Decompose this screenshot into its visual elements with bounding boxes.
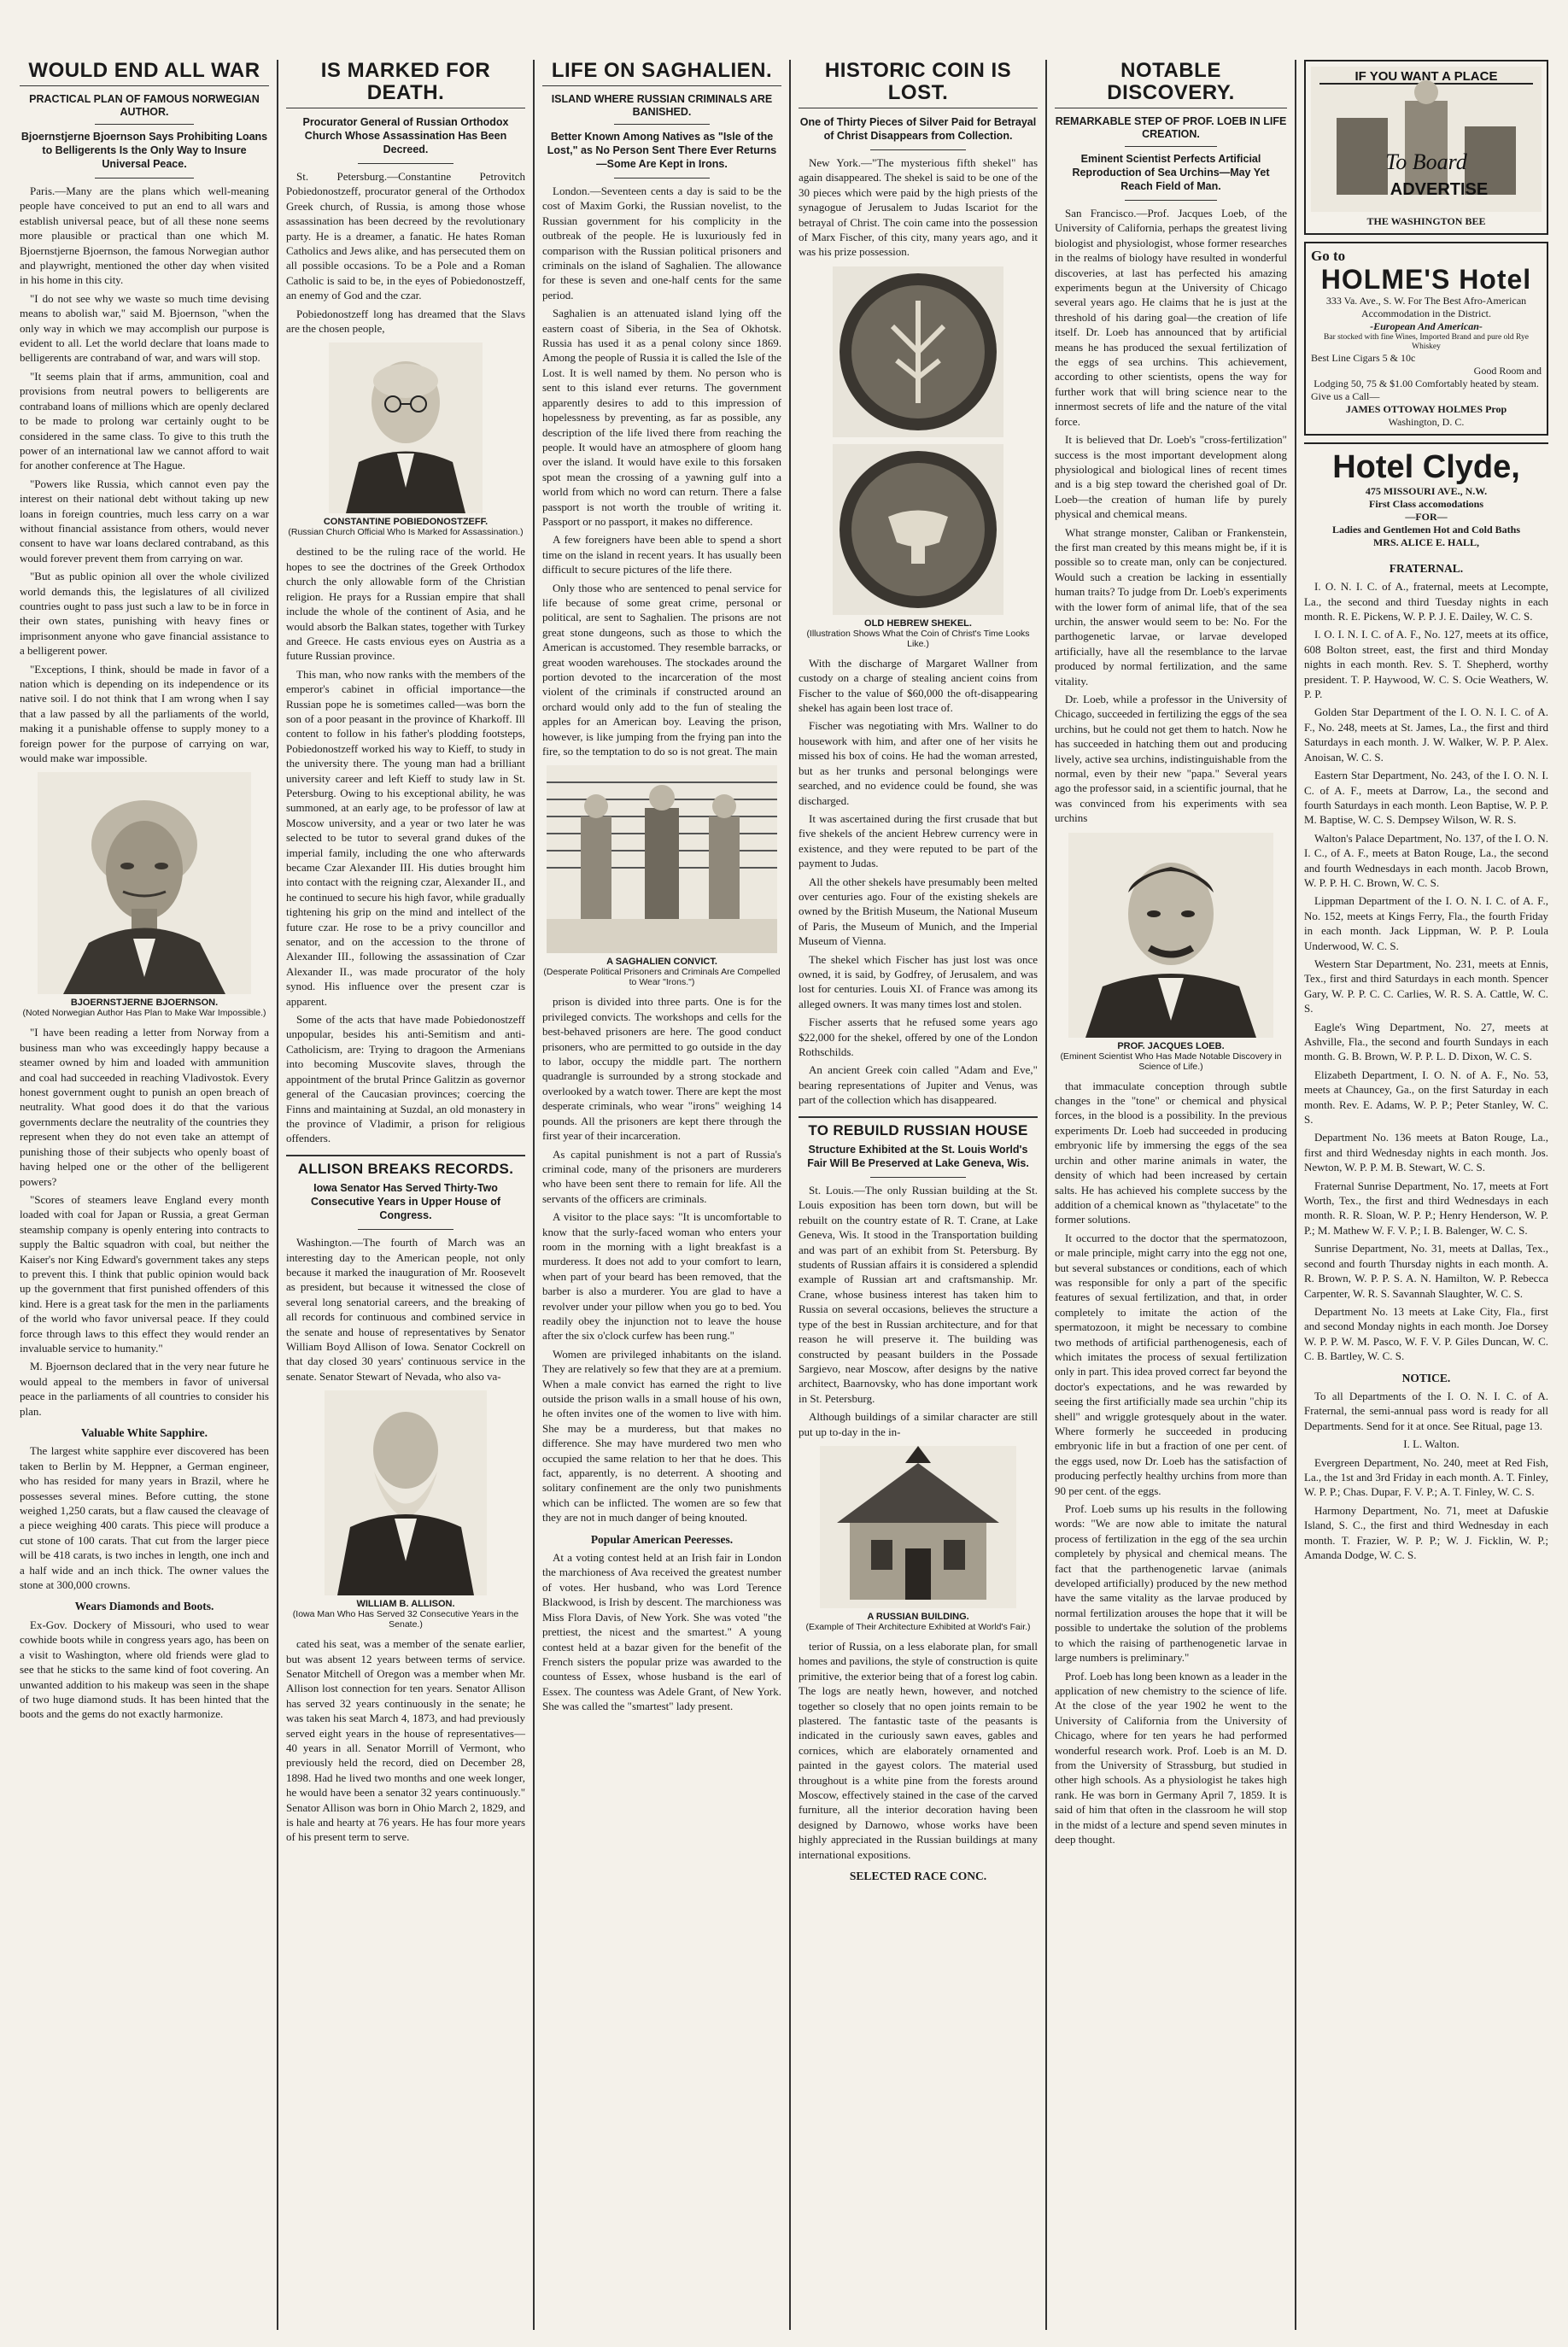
paragraph: Elizabeth Department, I. O. N. of A. F., No. 53, meets at Chauncey, Ga., on the first Saturday in each month. Rev. E. Adams, W. P. P.; Peter Stanley, W. C. S. [1304,1068,1548,1127]
shekel-coin-obverse [833,266,1003,437]
notice-head: NOTICE. [1401,1371,1451,1384]
clyde-address: 475 MISSOURI AVE., N.W. [1365,484,1488,497]
divider [95,178,195,179]
holmes-address: 333 Va. Ave., S. W. For The Best Afro-American Accommodation in the District. [1325,294,1527,319]
paragraph: It was ascertained during the first crusade that but five shekels of the ancient Hebrew currency were in existence, and they were reputed to be part of the payment to Judas. [799,811,1038,870]
divider [1125,200,1218,201]
paragraph: Some of the acts that have made Pobiedonostzeff unpopular, besides his anti-Semitism and anti-Catholicism, are: Trying to dragoon the Armenians into becoming Muscovite slaves, through the appointment of the brutal Prince Galitzin as governor general of the Caucasian provinces; coercing the Finns and maintaining at Suzdal, an old monastery in the province of Vladimir, a prison for religious offenders. [286,1013,525,1145]
fraternal-notices [1304,579,1548,1363]
caption-name: CONSTANTINE POBIEDONOSTZEFF. [323,517,489,528]
holmes-call: Give us a Call— [1311,389,1380,402]
holmes-cigars: Best Line Cigars 5 & 10c [1311,351,1416,364]
fraternal-head: FRATERNAL. [1389,561,1464,575]
diamonds-head: Wears Diamonds and Boots. [74,1600,214,1613]
divider [358,1229,453,1230]
subhead: Better Known Among Natives as "Isle of the Lost," as No Person Sent There Ever Returns—Some Are Kept in Irons. [547,131,777,170]
paragraph: "I do not see why we waste so much time devising means to abolish war," said M. Bjoernson, "when the only way in which we may accomplish our purpose is evident to all. Let the world declare that loans made to belligerents are contraband of war, and wars will stop. [20,291,269,365]
paragraph: Only those who are sentenced to penal service for life because of some great crime, personal or political, are sent to Saghalien. The prisons are not great stone dungeons, such as those to which the American is accustomed. They resemble barracks, or great wooden warehouses. The stockades around the portion devoted to the incarceration of the most violent of the criminals if constructed around an orchard would only add to the fun of stealing the apples for an American boy. Leaving the prison, however, is like jumping from the frying pan into the fire, so the temptation to do so is not great. The main [542,581,781,758]
peeresses-head: Popular American Peeresses. [590,1532,734,1546]
column-war-article [12,60,278,2330]
caption-name: A RUSSIAN BUILDING. [867,1611,969,1622]
bjoernson-portrait [38,772,251,994]
holmes-bar: Bar stocked with fine Wines, Imported Brand and pure old Rye Whiskey [1324,332,1529,351]
building-caption [799,1612,1038,1632]
caption-text: (Example of Their Architecture Exhibited at World's Fair.) [805,1621,1031,1632]
article-body-continued [799,656,1038,1108]
article-body [542,184,781,758]
holmes-plan: -European And American- [1370,319,1483,332]
article-body [286,169,525,336]
article-body-continued [1055,1079,1287,1847]
deck: PRACTICAL PLAN OF FAMOUS NORWEGIAN AUTHOR. [29,93,260,118]
column-notable-discovery [1047,60,1296,2330]
russian-house-subhead: Structure Exhibited at the St. Louis World's Fair Will Be Preserved at Lake Geneva, Wis. [807,1144,1029,1170]
notice-text: To all Departments of the I. O. N. I. C. of A. Fraternal, the semi-annual pass word is ready for all Departments. Send for it at once. See Ritual, page 13. [1304,1389,1548,1432]
paragraph: "Exceptions, I think, should be made in favor of a nation which is depending on its independence or its native soil. I do not think that I am wrong when I say that a law passed by all the parliaments of the world, making it a punishable offense to supply money to a foreign power for the purpose of carrying on war, would make war impossible. [20,662,269,765]
clyde-guests: Ladies and Gentlemen Hot and Cold Baths [1331,523,1521,536]
divider [358,163,453,164]
caption-text: (Eminent Scientist Who Has Made Notable Discovery in Science of Life.) [1060,1051,1282,1072]
deck: REMARKABLE STEP OF PROF. LOEB IN LIFE CREATION. [1055,115,1287,140]
headline-life-on-saghalien: LIFE ON SAGHALIEN. [542,60,781,86]
clyde-for: —FOR— [1405,510,1448,523]
divider [614,124,710,125]
paragraph: A few foreigners have been able to spend a short time on the island in recent years. It has usually been difficult to secure pictures of the life there. [542,533,781,577]
column-historic-coin [791,60,1047,2330]
peeresses-text: At a voting contest held at an Irish fair in London the marchioness of Ava received the greatest number of votes. Her husband, who was Lord Terence Blackwood, is Irish by descent. The marchioness was Miss Flora Davis, of New York. She was voted "the prettiest, the nicest and the smartest." A young contest held at a bazar given for the benefit of the French sisters the popular prize was awarded to the countess of Essex, whose husband is the earl of Essex. The countess was Adele Grant, of New York. She was called the "smartest" lady present. [542,1551,781,1713]
board-ad-illustration [1311,67,1542,212]
paragraph: I. O. I. N. I. C. of A. F., No. 127, meets at its office, 608 Bolton street, east, the first and third Monday nights in each month. Rev. S. T. Shepherd, worthy president. T. P. Haywood, W. C. S. Ocie Weathers, W. P. P. [1304,628,1548,701]
paragraph: With the discharge of Margaret Wallner from custody on a charge of stealing ancient coins from Fischer to the value of $60,000 the oft-disappearing shekel has again been lost trace of. [799,656,1038,715]
paragraph: St. Louis.—The only Russian building at the St. Louis exposition has been torn down, but will be rebuilt on the country estate of R. T. Crane, at Lake Geneva, Wis. It stood in the Transportation building and was part of an exhibit from St. Petersburg. By students of Russian affairs it is considered a splendid example of Russian art and craftsmanship. Mr. Crane, whose business interest has taken him to Russia on several occasions, believes the structure a type of the best in Russian architecture, and for that reason he will preserve it. The building was constructed by peasant builders in the Possade Sargievo, near Moscow, after designs by the native architect, Baarnovsky, who has done important work in St. Petersburg. [799,1184,1038,1405]
pobiedonostzeff-caption [286,517,525,537]
article-body-continued [20,1025,269,1419]
russian-house-body [799,1183,1038,1439]
divider [870,149,966,150]
paragraph: Eagle's Wing Department, No. 27, meets at Ashville, Fla., the second and fourth Sundays in each month. G. B. Brown, W. P. P. L. D. Dixon, W. C. S. [1304,1020,1548,1063]
paragraph: Golden Star Department of the I. O. N. I. C. of A. F., No. 248, meets at St. James, La., the first and third Saturdays in each month. J. W. Walker, W. P. P. Alex. Anoisan, W. C. S. [1304,705,1548,764]
sapphire-text: The largest white sapphire ever discovered has been taken to Berlin by M. Heppner, a German engineer, who has resided for many years in Brazil, where he possesses several mines. Before cutting, the stone weighed 1,250 carats, but a flaw caused the cleavage of a piece weighing 400 carats. This piece will produce a cut stone of 100 carats. That cut from the larger piece will be 418 carats, is two inches in length, one inch and a half wide and an inch thick. The owner values the stone at 300,000 crowns. [20,1444,269,1592]
paragraph: Washington.—The fourth of March was an interesting day to the American people, not only because it marked the inauguration of Mr. Roosevelt as president, but because it witnessed the close of several long senatorial careers, and the breaking of all records for continuous and combined service in the senate and house of representatives by Senator William Boyd Allison of Iowa. Senator Cockrell on that day closed 30 years' continuous service in the senate. Senator Stewart of Nevada, who also va- [286,1236,525,1383]
paragraph: Western Star Department, No. 231, meets at Ennis, Tex., first and third Saturdays in each month. Spencer Gary, W. P. P. C. C. Carlies, W. R. S. A. Cattle, W. C. S. [1304,957,1548,1015]
allison-body-continued [286,1636,525,1845]
shekel-coin-reverse [833,444,1003,615]
allison-body [286,1235,525,1384]
caption-name: WILLIAM B. ALLISON. [356,1599,455,1610]
allison-portrait [325,1390,487,1595]
column-advertisements [1296,60,1556,2330]
subhead: Eminent Scientist Perfects Artificial Reproduction of Sea Urchins—May Yet Reach Field of Man. [1072,153,1270,192]
paragraph: It occurred to the doctor that the spermatozoon, or male principle, might carry into the egg not one, but several substances or conditions, each of which was responsible for only a part of the specific features of sexual fertilization, and that, in order completely to imitate the action of the spermatozoon, it might be necessary to combine two methods of artificial parthenogenesis, each of which imitates the process of sexual fertilization only in part. This idea proved correct far beyond the doctor's expectations, and he was rewarded by seeing the first artificially made sea urchin "chip its shell" and wriggle grotesquely about in the water. Where formerly he succeeded in producing embryonic life in but a fraction of one per cent. of the eggs used, now Dr. Loeb has the satisfaction of producing perfectly healthy urchins from more than 90 per cent. of the eggs. [1055,1231,1287,1497]
russian-house-body-continued [799,1639,1038,1862]
caption-name: A SAGHALIEN CONVICT. [606,957,717,968]
clyde-accommodations: First Class accomodations [1369,497,1483,510]
paragraph: As capital punishment is not a part of Russia's criminal code, many of the prisoners are murderers who have been sent there to remain for life. All the servants of the officers are criminals. [542,1147,781,1205]
caption-text: (Desperate Political Prisoners and Criminals Are Compelled to Wear "Irons.") [543,967,781,988]
column-saghalien [535,60,791,2330]
paragraph: Department No. 136 meets at Baton Rouge, La., first and third Wednesday nights in each month. Jos. Newton, W. P. P. M. B. Stewart, W. C. S. [1304,1131,1548,1174]
paragraph: It is believed that Dr. Loeb's "cross-fertilization" success is the most important development along physiological and biological lines of recent times and is a big step toward the cherished goal of Dr. Loeb—the creation of human life by purely physical and chemical means. [1055,433,1287,521]
caption-name: OLD HEBREW SHEKEL. [864,617,972,629]
caption-text: (Illustration Shows What the Coin of Christ's Time Looks Like.) [806,628,1030,649]
allison-subhead: Iowa Senator Has Served Thirty-Two Consecutive Years in Upper House of Congress. [310,1182,501,1222]
headline-historic-coin: HISTORIC COIN IS LOST. [799,60,1038,108]
paragraph: Sunrise Department, No. 31, meets at Dallas, Tex., second and fourth Thursday nights in each month. A. R. Brown, W. P. P. S. A. N. Hamilton, W. P. Rebecca Carpenter, W. R. S. Savannah Slaughter, W. C. S. [1304,1242,1548,1300]
sapphire-head: Valuable White Sapphire. [81,1426,208,1439]
paragraph: Although buildings of a similar character are still put up to-day in the in- [799,1410,1038,1438]
holmes-hotel-name: HOLME'S Hotel [1320,263,1532,295]
paragraph: I. O. N. I. C. of A., fraternal, meets at Lecompte, La., the second and third Tuesday nights in each month. R. E. Pickens, W. P. P. J. E. Dailey, W. C. S. [1304,580,1548,623]
cut-off-headline: SELECTED RACE CONC. [849,1870,987,1883]
paragraph: "I have been reading a letter from Norway from a business man who was exceedingly happy because a steamer owned by him and loaded with ammunition and coal had succeeded in reaching Vladivostok. Every honest government ought to punish an open breach of neutrality. What good does it do that the various governments declare the neutrality of the countries they represent when they do not even take an attempt of punishing those of their subjects who openly boast of having helped one or the other of the belligerent powers? [20,1026,269,1188]
paragraph: Eastern Star Department, No. 243, of the I. O. N. I. C. of A. F., meets at Darrow, La., the second and fourth Saturdays in each month. Leon Baptise, W. P. P. M. Baptise, W. C. S. Dempsey Wilson, W. R. S. [1304,769,1548,827]
headline-would-end-all-war: WOULD END ALL WAR [20,60,269,86]
paragraph: "But as public opinion all over the whole civilized world demands this, the legislatures of all civilized countries ought to pass just such a law to be in force in their own states, punishing with heavy fines or imprisonment anyone who gave financial assistance to a belligerent power. [20,570,269,658]
caption-name: PROF. JACQUES LOEB. [1117,1040,1225,1051]
fraternal-notices-2 [1304,1455,1548,1563]
paragraph: destined to be the ruling race of the world. He hopes to see the doctrines of the Greek Orthodox church the only allowable form of the Christian religion. He prays for a Russian empire that shall include the whole of the continent of Asia, and he would absorb the Balkan states, together with Turkey and Greece. He casts envious eyes on Austria as a future Russian province. [286,545,525,663]
pobiedonostzeff-portrait [329,342,483,513]
holmes-hotel-ad [1304,242,1548,435]
subhead: Bjoernstjerne Bjoernson Says Prohibiting Loans to Belligerents Is the Only Way to Insure Universal Peace. [20,131,268,170]
allison-caption [286,1599,525,1630]
subhead: Procurator General of Russian Orthodox Church Whose Assassination Has Been Decreed. [302,116,509,155]
paragraph: Department No. 13 meets at Lake City, Fla., first and second Monday nights in each month. Joe Dorsey W. P. P. W. M. Pasco, W. F. V. P. Giles Duncan, W. C. C. B. Bartley, W. C. S. [1304,1304,1548,1363]
ad-advertise: ADVERTISE [1390,180,1489,199]
paragraph: Prof. Loeb sums up his results in the following words: "We are now able to imitate the natural process of fertilization in the egg of the sea urchin completely by physical and chemical means. The fact that the parthenogenetic larvae (animals developed artificially) produced by the new method have the same vitality as the larvae produced by normal fertilization arouses the hope that it will be possible to undertake the solution of the problems to which the raising of parthenogenetic larvae in large numbers is preliminary." [1055,1502,1287,1665]
bjoernson-caption [20,998,269,1018]
convict-caption [542,957,781,987]
hotel-clyde-name: Hotel Clyde, [1332,448,1520,485]
paragraph: New York.—"The mysterious fifth shekel" has again disappeared. The shekel is said to be one of the 30 pieces which were paid by the high priests of the synagogue of Jerusalem to Judas Iscariot for the betrayal of Christ. The coin came into the possession of Marx Fischer, of this city, many years ago, and it was his prize possession. [799,156,1038,259]
diamonds-text: Ex-Gov. Dockery of Missouri, who used to wear cowhide boots while in congress years ago, has been on a visit to Washington, where old friends were glad to see that he sticks to the same kind of foot covering. An unwanted addition to his makeup was seen in the shape of two huge diamond studs. It has been hinted that the boots and the gems do not exactly harmonize. [20,1618,269,1721]
holmes-proprietor: JAMES OTTOWAY HOLMES Prop [1345,402,1507,415]
clyde-owner: MRS. ALICE E. HALL, [1372,536,1480,548]
washington-bee-ad [1304,60,1548,235]
loeb-caption [1055,1041,1287,1072]
saghalien-convict-illustration [547,765,777,953]
paragraph: Women are privileged inhabitants on the island. They are relatively so few that they are at a premium. When a male convict has earned the right to live outside the prison walls in a small house of his own, he often invites one of the women to live with him. She may be a murderess, but that makes no difference. She may have murdered two men who occupied the same relation to her that he does. This fact, apparently, is no deterrent. A shooting and solitary confinement are the only two punishments which can be inflicted. The women are so few that they are not in much danger of being knouted. [542,1347,781,1525]
paragraph: M. Bjoernson declared that in the very near future he would appeal to the members in favor of universal peace in the parliaments of all countries to consider his plan. [20,1360,269,1418]
headline-notable-discovery: NOTABLE DISCOVERY. [1055,60,1287,108]
caption-text: (Noted Norwegian Author Has Plan to Make War Impossible.) [22,1008,266,1019]
loeb-portrait [1068,833,1273,1038]
paragraph: St. Petersburg.—Constantine Petrovitch Pobiedonostzeff, procurator general of the Orthodox Greek church, of Russia, is among those whose assassination has been decreed by the revolutionary party. He is a dreamer, a fanatic. He hates Roman Catholics and Jews alike, and has persecuted them on all possible occasions. To be a Pole and a Roman Catholic is said to be, in the eyes of Pobiedonostzeff, an enemy of God and the czar. [286,170,525,302]
paragraph: Prof. Loeb has long been known as a leader in the application of new chemistry to the science of life. At the close of the year 1902 he went to the University of California from the University of Chicago, where for ten years he had performed wonderful research work. Prof. Loeb is an M. D. from the University of Strassburg, but studied in other high schools. As a physiologist he takes high rank. He was born in Germany April 7, 1859. It is said of him that often in the classroom he will stop in the midst of a lecture and spend seven minutes in deep thought. [1055,1669,1287,1846]
paragraph: Paris.—Many are the plans which well-meaning people have conceived to put an end to all wars and establish universal peace, but of all these none seems more plausible or practical than one which M. Bjoernstjerne Bjoernson, the famous Norwegian author and playwright, mentioned the other day when visited in his home in this city. [20,184,269,287]
ad-top-text: IF YOU WANT A PLACE [1354,69,1498,84]
goto-text: Go to [1311,248,1346,265]
paragraph: cated his seat, was a member of the senate earlier, but was absent 12 years between terms of service. Senator Mitchell of Oregon was a member when Mr. Allison lost connection for ten years. Senator Allison has served 32 years continuously in the senate; he was taken his seat March 4, 1873, and had previously served eight years in the house of representatives—40 years in all. Senator Morrill of Vermont, who previously held the record, died on December 28, 1898. Had he lived two months and one week longer, he would have been a senator 32 years continuously." Senator Allison was born in Ohio March 2, 1829, and is hale and hearty at 76 years. He has four more years of his present term to serve. [286,1637,525,1844]
divider [870,1177,966,1178]
article-body [799,155,1038,260]
paragraph: "It seems plain that if arms, ammunition, coal and provisions from neutral powers to belligerents are contraband loans of millions which are openly declared to be made to prolong war certainly ought to be considered in the same class. To give to this truth the power of an international law we cannot afford to wait for another conference at The Hague. [20,369,269,472]
paragraph: Lippman Department of the I. O. N. I. C. of A. F., No. 152, meets at Kings Ferry, Fla., the fourth Friday in each month. Jack Lippman, W. P. P. Loula Underwood, W. C. S. [1304,894,1548,952]
paragraph: "Powers like Russia, which cannot even pay the interest on their national debt without taking up new loans in foreign countries, much less carry on a war without financial assistance from others, would never consent to have war loans declared contraband, as this would forever prevent them from carrying on war. [20,477,269,565]
paragraph: A visitor to the place says: "It is uncomfortable to know that the surly-faced woman who enters your room in the morning with a light breakfast is a murderess. It does not add to your comfort to learn, when part of your beard has been removed, that the barber is also a murderer. You are glad to have a revolver under your pillow when you go to bed. You readily obey the injunction not to leave the house after the six o'clock curfew has been rung." [542,1210,781,1343]
paragraph: This man, who now ranks with the members of the emperor's cabinet in official importance—the Russian pope he is sometimes called—was born the son of a poor peasant in the province of Kharkoff. Ill content to follow in his father's plodding footsteps, Pobiedonostzeff worked his way to Kieff, to study in the university there. The young man had a brilliant university career and left Kieff to study law in St. Petersburg. Owing to his exceptional ability, he was summoned, at an early age, to be professor of law at Moscow university, and a year or two later he was selected to be tutor to several grand dukes of the imperial family, including the one who afterwards became Czar Alexander III. His duties brought him into contact with the reigning czar, Alexander II., and he continued to secure his high favor, while gradually tightening his grip on the mind and intellect of the future czar. He rose to be a privy councillor and senator, and on the accession to the throne of Alexander III., following the assassination of Czar Alexander II., was made procurator of the holy synod. His influence over the present czar is apparent. [286,667,525,1008]
article-body-continued [286,544,525,1145]
paragraph: "Scores of steamers leave England every month loaded with coal for Japan or Russia, a great German steamship company is openly entering into contracts to supply the Baltic squadron with coal, but neither the Kaiser's nor King Edward's government takes any steps to prevent this. I think that public opinion would back up the government that first punished offenders of this kind. Here is a great task for the men in the parliaments of the world who favor universal peace. If they could force through laws to this effect they would render an invaluable service to humanity." [20,1192,269,1355]
paragraph: All the other shekels have presumably been melted over centuries ago. Four of the existing shekels are owned by the British Museum, the National Museum of Paris, the Museum of Munich, and the Imperial Museum of Vienna. [799,875,1038,948]
allison-headline: ALLISON BREAKS RECORDS. [286,1155,525,1176]
divider [614,178,710,179]
paragraph: terior of Russia, on a less elaborate plan, for small homes and pavilions, the style of construction is quite primitive, the exterior being that of a forest log cabin. The logs are neatly hewn, however, and notched together so closely that no open joints remain to be plastered. The fantastic taste of the peasants is indicated in the curiously sawn eaves, gables and cornices, which are elaborately ornamented and painted in the gayest colors. The material used throughout is a white pine from the forests around Moscow, effectively stained in the case of the carved furniture, all the interior decoration having been designed by Darnowo, whose works have been highly appreciated in the Russian buildings at many international expositions. [799,1639,1038,1861]
caption-text: (Russian Church Official Who Is Marked for Assassination.) [288,527,524,538]
paragraph: Fischer asserts that he refused some years ago $22,000 for the shekel, offered by one of the London Rothschilds. [799,1015,1038,1058]
paragraph: The shekel which Fischer has just lost was once owned, it is said, by Godfrey, of Jerusalem, and was lost for centuries. Louis XI. of France was among its alleged owners. It was many times lost and stolen. [799,952,1038,1010]
subhead: One of Thirty Pieces of Silver Paid for Betrayal of Christ Disappears from Collection. [799,116,1037,142]
russian-house-headline: TO REBUILD RUSSIAN HOUSE [799,1116,1038,1138]
paragraph: Fischer was negotiating with Mrs. Wallner to do housework with him, and after one of her visits he missed his box of coins. He had the woman arrested, but as her trunks and personal belongings were searched, and no evidence could be found, she was discharged. [799,719,1038,807]
paragraph: What strange monster, Caliban or Frankenstein, the first man created by this means might be, if it is possible so to create man, only can be conjectured. Would such a creation be lacking in essentially human traits? To judge from Dr. Loeb's experiments with the lower form of animal life, that of the sea urchin, the answer would seem to be: No. For the parthogenetic larvae, or larvae developed artificially, have all the resemblance to the larvae produced by normal fertilization, and the same vitality. [1055,525,1287,688]
paragraph: San Francisco.—Prof. Jacques Loeb, of the University of California, perhaps the greatest living biologist and physiologist, whose former researches in the realms of biology have resulted in wonderful discoveries, at last has perfected his amazing experiments begun at the University of Chicago several years ago. He claims that he is just at the threshold of his daring goal—the creation of life itself. Dr. Loeb has announced that by artificial means he has produced the sexual fertilization of the eggs of sea urchins. This achievement, according to other scientists, opens the way for further work that will bring science near to the innermost secrets of life and the nature of the vital force. [1055,207,1287,428]
paragraph: that immaculate conception through subtle changes in the "tone" or chemical and physical forces, in the blood is a possibility. In the previous experiments Dr. Loeb had succeeded in producing embryonic life by immersing the eggs of the sea urchin and other marine animals in water, the density of which had been increased by certain salts. He has achieved his complete success by the addition of a chemical known as "thylacetate" to the former solutions. [1055,1079,1287,1226]
holmes-lodging: Lodging 50, 75 & $1.00 Comfortably heated by steam. [1313,377,1539,389]
paragraph: Saghalien is an attenuated island lying off the eastern coast of Siberia, in the Sea of Okhotsk. Russia has used it as a penal colony since 1869. Among the people of Russia it is called the Isle of the Lost. It is well named by them. No person who is sent to this island ever returns. The government apparently desires to add to this impression of hopelessness by preventing, as far as possible, any description of the life lived there from reaching the people. It would have an atmosphere of gloom hang over the island. It would have exile to this forsaken spot mean the crossing of a yawning gulf into a world from which no word can return. There a false passport is not worth the trouble of writing it. Passport or no passport, it makes no difference. [542,307,781,528]
paragraph: Walton's Palace Department, No. 137, of the I. O. N. I. C., of A. F., meets at Baton Rouge, La., the second and fourth Wednesdays in each month. Jacob Brown, W. P. P. H. C. Brown, W. C. S. [1304,831,1548,889]
caption-text: (Iowa Man Who Has Served 32 Consecutive Years in the Senate.) [292,1609,519,1630]
divider [1125,146,1218,147]
russian-building-illustration [820,1446,1016,1608]
article-body-continued [542,994,781,1525]
hotel-clyde-ad [1304,442,1548,554]
paragraph: London.—Seventeen cents a day is said to be the cost of Maxim Gorki, the Russian novelist, to the Russian government for his complicity in the outbreak of the people. He is luxuriously fed in comparison with the Russian political prisoners and criminals on the island of Saghalien. The allowance for these is seven and one-half cents for the same period. [542,184,781,301]
headline-marked-for-death: IS MARKED FOR DEATH. [286,60,525,108]
paragraph: prison is divided into three parts. One is for the privileged convicts. The workshops and cells for the best-behaved prisoners are here. The good conduct prisoners, who are permitted to go outside in the day to labor, occupy the middle part. The northern quadrangle is surrounded by a strong stockade and overlooked by a watch tower. There are kept the most desperate criminals, who wear "irons" weighing 14 pounds. All the prisoners are kept there through the first year of their incarceration. [542,995,781,1143]
caption-name: BJOERNSTJERNE BJOERNSON. [70,998,219,1009]
article-body [20,184,269,765]
holmes-city: Washington, D. C. [1388,415,1465,428]
ad-to-board: To Board [1385,149,1467,174]
divider [95,124,195,125]
deck: ISLAND WHERE RUSSIAN CRIMINALS ARE BANISHED. [551,93,773,118]
paragraph: Harmony Department, No. 71, meet at Dafuskie Island, S. C., the first and third Wednesday in each month. T. Frazier, W. P. P.; W. J. Ficklin, W. P.; Amanda Dodge, W. C. S. [1304,1503,1548,1561]
column-marked-for-death [278,60,535,2330]
paragraph: Evergreen Department, No. 240, meet at Red Fish, La., the 1st and 3rd Friday in each month. A. T. Finley, W. P. P.; Chas. Dupar, F. V. P.; A. T. Finley, W. C. S. [1304,1455,1548,1499]
shekel-caption [799,618,1038,649]
notice-signature: I. L. Walton. [1403,1437,1460,1451]
paragraph: An ancient Greek coin called "Adam and Eve," bearing representations of Jupiter and Venus, was part of the collection which has disappeared. [799,1063,1038,1107]
paragraph: Dr. Loeb, while a professor in the University of Chicago, succeeded in fertilizing the eggs of the sea urchins, but he could not get them to hatch. Now he has succeeded in hatching them out and producing lively, active sea urchins, indistinguishable from the normal, even by their new "papa." Several years ago the professor said, in a scientific journal, that he was convinced from his experiments with sea urchins [1055,693,1287,825]
article-body [1055,206,1287,826]
holmes-room: Good Room and [1473,364,1542,377]
paragraph: Pobiedonostzeff long has dreamed that the Slavs are the chosen people, [286,307,525,336]
ad-paper-name: THE WASHINGTON BEE [1366,215,1486,228]
paragraph: Fraternal Sunrise Department, No. 17, meets at Fort Worth, Tex., the first and third Wednesdays in each month. R. R. Sloan, W. P. P.; Henry Henderson, W. P. P.; M. Mathew W. F. V. P.; I. B. Balenger, W. C. S. [1304,1179,1548,1237]
